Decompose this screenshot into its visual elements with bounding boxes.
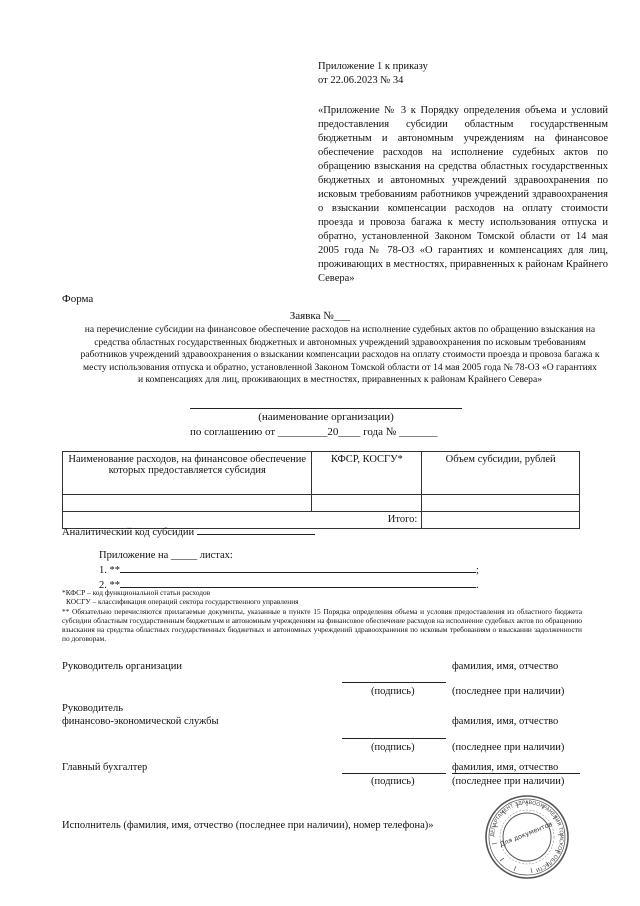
- finance-head-signature-line[interactable]: [342, 738, 446, 739]
- attachment-item-1-field[interactable]: [120, 562, 476, 573]
- table-header-amount: Объем субсидии, рублей: [422, 452, 580, 495]
- analytic-code-field[interactable]: [197, 524, 315, 535]
- footnotes: [62, 588, 582, 644]
- chief-accountant-signature-caption: (подпись): [371, 776, 415, 787]
- chief-accountant-fio-line[interactable]: [452, 773, 580, 774]
- attachment-item-1-prefix: 1. **: [99, 565, 120, 576]
- table-total-value[interactable]: [422, 512, 580, 529]
- attachment-item-1-end: ;: [476, 565, 479, 576]
- chief-accountant-fio: фамилия, имя, отчество: [452, 762, 559, 773]
- analytic-code-row: [62, 524, 315, 538]
- appendix-text: «Приложение № 3 к Порядку определения объема и условий предоставления субсидии областным государственным бюджетным и автономным учреждениям на финансовое обеспечение расходов на исполнение судебных актов по обращению взыскания на средства областных государственных бюджетных и автономных учреждений здравоохранения по исковым требованиям работников учреждений здравоохранения о взыскании компенсации расходов на оплату стоимости проезда и провоза багажа к месту использования отпуска и обратно, установленной Законом Томской области от 14 мая 2005 года № 78-ОЗ «О гарантиях и компенсациях для лиц, проживающих в местностях, приравненных к районам Крайнего Севера»: [318, 105, 608, 284]
- stamp-center-text: Для документов: [498, 819, 554, 849]
- table-total-label: Итого:: [63, 512, 422, 529]
- table-header-kfsr: КФСР, КОСГУ*: [312, 452, 422, 495]
- agreement-line: по соглашению от _________20____ года № _______: [190, 426, 438, 438]
- stamp-ring-text: ДЕПАРТАМЕНТ ЗДРАВООХРАНЕНИЯ ТОМСКОЙ ОБЛАСТИ: [489, 799, 565, 873]
- table-cell[interactable]: [63, 495, 312, 512]
- application-title: Заявка №___: [289, 310, 351, 322]
- table-header-expense-name: Наименование расходов, на финансовое обеспечение которых предоставляется субсидия: [63, 452, 312, 495]
- head-org-signature-caption: (подпись): [371, 686, 415, 697]
- finance-head-label-1: Руководитель: [62, 703, 123, 714]
- finance-head-label-2: финансово-экономической службы: [62, 716, 219, 727]
- form-label: Форма: [62, 293, 94, 305]
- table-cell[interactable]: [422, 495, 580, 512]
- analytic-code-label: Аналитический код субсидии: [62, 527, 195, 538]
- table-row: [63, 495, 580, 512]
- application-subtitle: на перечисление субсидии на финансовое обеспечение расходов на исполнение судебных актов по обращению взыскания на средства областных государственных бюджетных и автономных учреждений здравоохранения по исковым требованиям работников учреждений здравоохранения о взыскании компенсации расходов на оплату стоимости проезда и провоза багажа к месту использования отпуска и обратно, установленной Законом Томской области от 14 мая 2005 года № 78-ОЗ «О гарантиях и компенсациях для лиц, проживающих в местностях, приравненных к районам Крайнего Севера»: [80, 324, 600, 385]
- department-stamp: [484, 794, 570, 880]
- executor-line: Исполнитель (фамилия, имя, отчество (последнее при наличии), номер телефона)»: [62, 820, 434, 831]
- finance-head-fio: фамилия, имя, отчество: [452, 716, 559, 727]
- attachment-item-2-prefix: 2. **: [99, 580, 120, 591]
- footnote-kfsr: *КФСР – код функциональной статьи расходов: [62, 588, 211, 597]
- footnote-kosgu: КОСГУ – классификация операций сектора государственного управления: [66, 597, 299, 607]
- chief-accountant-label: Главный бухгалтер: [62, 762, 148, 773]
- subsidy-table: [62, 451, 580, 529]
- order-reference: [318, 60, 428, 88]
- head-org-label: Руководитель организации: [62, 661, 182, 672]
- head-org-fio: фамилия, имя, отчество: [452, 661, 559, 672]
- chief-accountant-signature-line[interactable]: [342, 773, 446, 774]
- organization-name-caption: (наименование организации): [258, 411, 394, 423]
- chief-accountant-last-caption: (последнее при наличии): [452, 776, 565, 787]
- head-org-last-caption: (последнее при наличии): [452, 686, 565, 697]
- attachments-block: [99, 549, 479, 592]
- department-stamp-graphic: [484, 794, 570, 880]
- attachment-item-2-field[interactable]: [120, 577, 476, 588]
- organization-name-line[interactable]: [190, 408, 462, 409]
- attachments-label: Приложение на _____ листах:: [99, 550, 233, 561]
- order-reference-line2: от 22.06.2023 № 34: [318, 75, 404, 86]
- attachment-item-2-end: .: [476, 580, 479, 591]
- table-header-row: [63, 452, 580, 495]
- head-org-signature-line[interactable]: [342, 682, 446, 683]
- finance-head-signature-caption: (подпись): [371, 742, 415, 753]
- footnote-attachments: ** Обязательно перечисляются прилагаемые документы, указанные в пункте 15 Порядка определения объема и условия предоставления из областного бюджета субсидии областным государственным бюджетным и автономным учреждениям на финансовое обеспечение расходов на исполнение судебных актов по обращению взыскания на средства областных государственных бюджетных и автономных учреждений здравоохранения по исковым требованиям о взыскании задолженности по договорам.: [62, 606, 582, 644]
- order-reference-line1: Приложение 1 к приказу: [318, 61, 428, 72]
- finance-head-last-caption: (последнее при наличии): [452, 742, 565, 753]
- table-cell[interactable]: [312, 495, 422, 512]
